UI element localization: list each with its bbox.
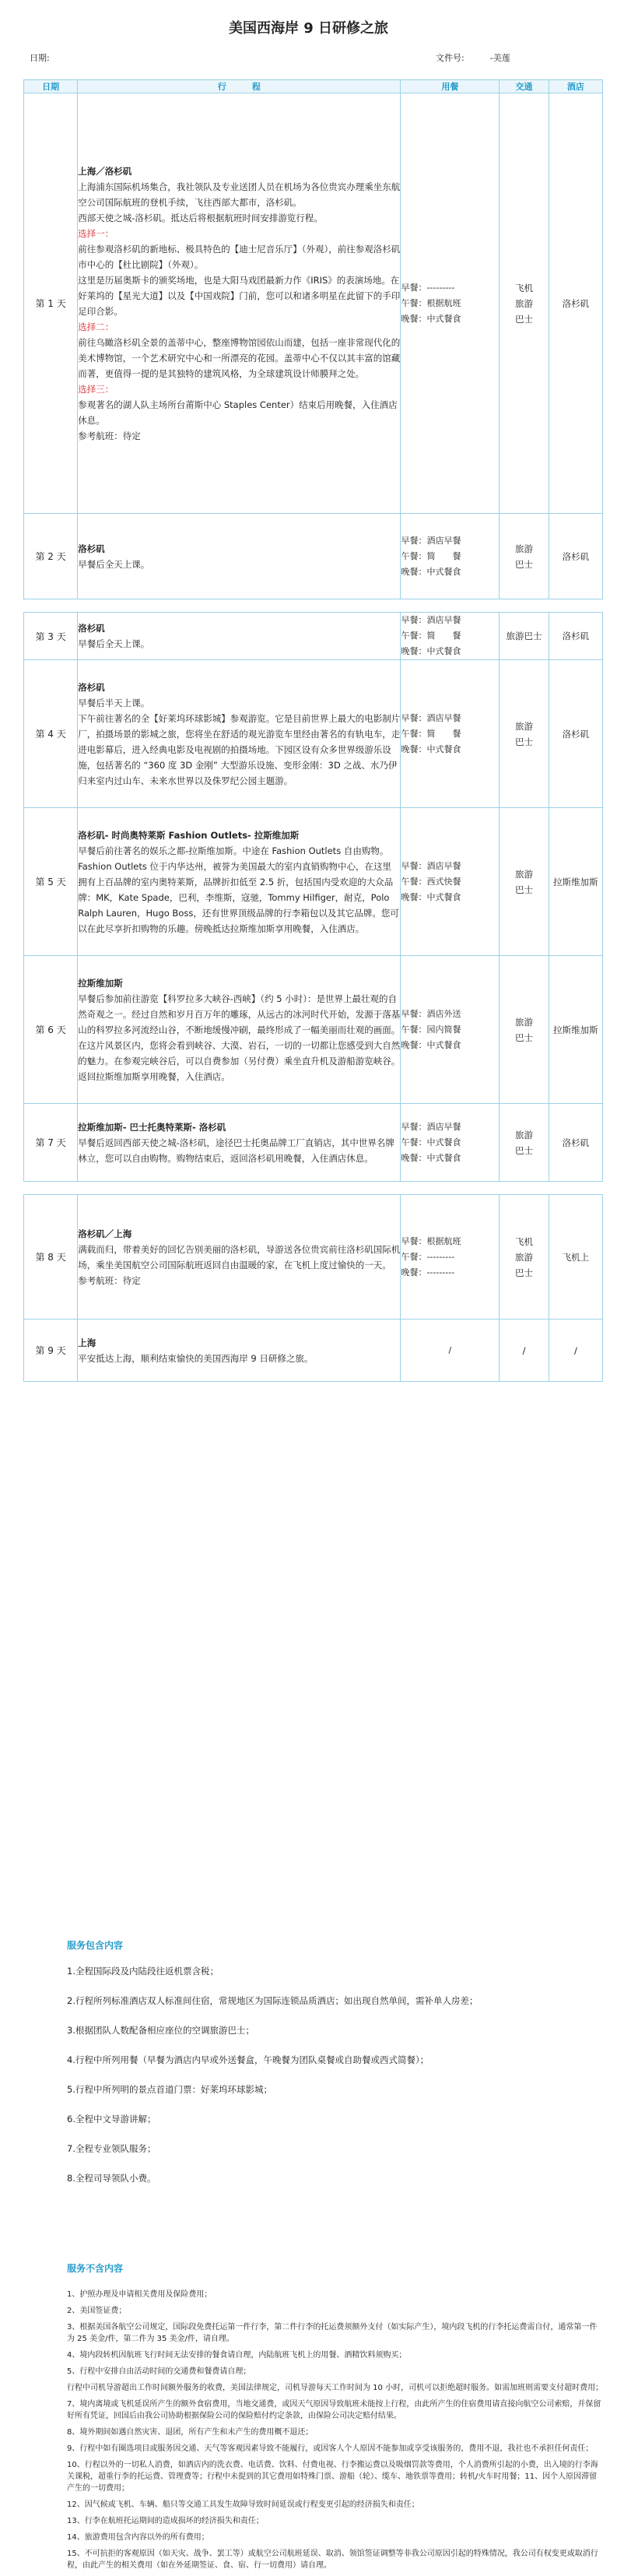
transport-cell [500, 93, 549, 514]
meal-line: 晚餐：中式餐食 [401, 1039, 461, 1050]
meal-line: 晚餐：中式餐食 [401, 646, 461, 656]
page-title: 美国西海岸 9 日研修之旅 [228, 20, 389, 37]
option-label: 选择一： [78, 227, 114, 239]
hotel-line: 洛杉矶 [562, 728, 590, 740]
hotel-cell [549, 1320, 602, 1382]
transport-line: 旅游 [515, 543, 534, 554]
hotel-cell [549, 1104, 602, 1182]
itinerary-row [24, 808, 603, 956]
day-heading: 拉斯维加斯- 巴士托奥特莱斯- 洛杉矶 [78, 1121, 226, 1133]
itinerary-table [23, 79, 603, 1382]
meals-cell [401, 660, 500, 808]
meal-line: 早餐：--------- [401, 282, 455, 293]
hotel-cell [549, 808, 602, 956]
meals-cell [401, 956, 500, 1104]
meals-cell [401, 808, 500, 956]
transport-line: 飞机 [515, 1235, 534, 1247]
itinerary-row [24, 93, 603, 514]
col-hotel: 酒店 [549, 80, 602, 93]
included-item: 7.全程专业领队服务； [67, 2143, 156, 2154]
itinerary-text: 满载而归，带着美好的回忆告别美丽的洛杉矶，导游送各位贵宾前往洛杉矶国际机场，乘坐美国航空公司国际航班返回自由温暖的家，在飞机上度过愉快的一天。 [78, 1243, 401, 1270]
itinerary-row [24, 1104, 603, 1182]
itinerary-text: 早餐后全天上课。 [78, 558, 150, 570]
itinerary-text: 返回拉斯维加斯享用晚餐，入住酒店。 [78, 1070, 230, 1082]
meals-cell [401, 613, 500, 660]
meal-line: 午餐：西式快餐 [401, 876, 461, 887]
day-heading: 上海／洛杉矶 [78, 165, 132, 177]
transport-line: 巴士 [515, 1031, 534, 1043]
itinerary-content [78, 808, 401, 956]
excluded-item: 9、行程中如有圈选项目或服务因交通、天气等客观因素导致不能履行，或因客人个人原因不能参加或享受该服务的，费用不退，我社也不承担任何责任； [67, 2444, 594, 2453]
included-item: 3.根据团队人数配备相应座位的空调旅游巴士； [67, 2025, 254, 2036]
day-cell: 第 3 天 [24, 613, 78, 660]
col-date: 日期 [24, 80, 78, 93]
transport-line: / [522, 1344, 526, 1356]
transport-line: 旅游 [515, 1016, 534, 1028]
option-label: 选择三： [78, 383, 114, 395]
hotel-line: 洛杉矶 [562, 550, 590, 562]
excluded-title: 服务不含内容 [67, 2263, 124, 2274]
day-heading: 洛杉矶- 时尚奥特莱斯 Fashion Outlets- 拉斯维加斯 [78, 829, 300, 841]
itinerary-content [78, 1104, 401, 1182]
excluded-item: 1、护照办理及申请相关费用及保险费用； [67, 2290, 212, 2299]
transport-cell [500, 808, 549, 956]
excluded-item: 12、因气候或飞机、车辆、船只等交通工具发生故障导致时间延误或行程变更引起的经济损失和责任； [67, 2500, 419, 2509]
itinerary-text: 前往参观洛杉矶的新地标、极具特色的【迪士尼音乐厅】（外观），前往参观洛杉矶市中心的【杜比剧院】（外观）。 [78, 243, 401, 270]
day-heading: 洛杉矶 [78, 681, 105, 693]
itinerary-text: 早餐后半天上课。 [78, 697, 150, 708]
meal-line: 晚餐：--------- [401, 1267, 455, 1277]
meal-line: 午餐：园内简餐 [401, 1024, 461, 1035]
excluded-item: 4、境内段转机因航班飞行时间无法安排的餐食请自理，内陆航班飞机上的用餐、酒精饮料须购买； [67, 2351, 407, 2360]
hotel-line: 洛杉矶 [562, 297, 590, 309]
row-gap [24, 1182, 603, 1195]
meals-cell [401, 1320, 500, 1382]
itinerary-row [24, 660, 603, 808]
gap-cell [24, 599, 603, 613]
meal-line: / [448, 1344, 452, 1355]
excluded-item: 5、行程中安排自由活动时间的交通费和餐费请自理； [67, 2367, 251, 2376]
meta-row [0, 48, 617, 65]
day-heading: 上海 [78, 1337, 96, 1348]
meal-line: 午餐：简 餐 [401, 550, 461, 561]
transport-cell [500, 613, 549, 660]
hotel-cell [549, 93, 602, 514]
excluded-item: 7、境内离境或飞机延误所产生的额外食宿费用，当地交通费，或因天气原因导致航班未能按上行程，由此所产生的住宿费用请直接向航空公司索赔，并保留好所有凭证，回国后由我公司协助根据保险公司的保险赔付约定条款，由保险公司决定赔付结果。 [67, 2400, 601, 2420]
day-cell: 第 4 天 [24, 660, 78, 808]
itinerary-row [24, 956, 603, 1104]
excluded-item: 3、根据美国各航空公司规定，国际段免费托运第一件行李，第二件行李的托运费须额外支付（如实际产生），境内段飞机的行李托运费需自付，通常第一件为 25 美金/件，第二件为 35 美金/件，请自理。 [67, 2323, 598, 2343]
meal-line: 早餐：酒店早餐 [401, 615, 461, 625]
flight-note: 参考航班：待定 [78, 430, 141, 441]
itinerary-text: 参观著名的湖人队主场所台莆斯中心 Staples Center）结束后用晚餐，入住酒店休息。 [78, 399, 398, 426]
day-cell: 第 7 天 [24, 1104, 78, 1182]
day-heading: 洛杉矶 [78, 543, 105, 554]
itinerary-content [78, 93, 401, 514]
included-item: 2.行程所列标准酒店双人标准间住宿，常规地区为国际连锁品质酒店；如出现自然单间，需补单人房差； [67, 1995, 479, 2006]
meals-cell [401, 1104, 500, 1182]
included-item: 1.全程国际段及内陆段往返机票含税； [67, 1966, 219, 1977]
transport-cell [500, 1104, 549, 1182]
hotel-cell [549, 660, 602, 808]
itinerary-row [24, 1195, 603, 1320]
itinerary-text: 早餐后返回西部天使之城-洛杉矶，途径巴士托奥品牌工厂直销店，其中世界名牌林立，您可以自由购物。购物结束后，返回洛杉矶用晚餐，入住酒店休息。 [78, 1137, 394, 1164]
meals-cell [401, 1195, 500, 1320]
meals-cell [401, 93, 500, 514]
transport-line: 巴士 [515, 1144, 534, 1156]
transport-line: 巴士 [515, 558, 534, 570]
meal-line: 午餐：中式餐食 [401, 1137, 461, 1147]
meal-line: 晚餐：中式餐食 [401, 891, 461, 902]
meal-line: 晚餐：中式餐食 [401, 566, 461, 577]
meal-line: 午餐：简 餐 [401, 631, 461, 641]
transport-line: 旅游 [515, 720, 534, 732]
col-itinerary: 行 程 [78, 80, 401, 93]
excluded-list [67, 2289, 604, 2576]
itinerary-text: 早餐后参加前往游览【科罗拉多大峡谷-西峡】（约 5 小时）：是世界上最壮观的自然奇观之一。经过自然和岁月百万年的雕琢，从远古的冰河时代开始，发源于落基山的科罗拉多河流经山谷，不断地缓慢冲刷，最终形成了一幅美丽而壮观的画面。在这片风景区内，您将会看到峡谷、大漠、岩石，一切的一切都让您感受到大自然的魅力。在参观完峡谷后，可以自费参加（另付费）乘坐直升机及游船游览峡谷。 [78, 993, 401, 1067]
excluded-item: 10、行程以外的一切私人消费，如酒店内的洗衣费、电话费、饮料、付费电视、行李搬运费以及吸烟罚款等费用，个人消费所引起的小费，出入境的行李海关课税，超重行李的托运费、管理费等；行程中未提到的其它费用如特殊门票、游船（轮）、缆车、地铁票等费用；转机/火车时用餐；11、因个人原因滞留产生的一切费用； [67, 2461, 598, 2493]
meal-line: 午餐：--------- [401, 1251, 455, 1262]
day-cell: 第 1 天 [24, 93, 78, 514]
col-transport: 交通 [500, 80, 549, 93]
included-item: 8.全程司导领队小费。 [67, 2173, 156, 2184]
hotel-line: 飞机上 [562, 1251, 590, 1263]
day-cell: 第 2 天 [24, 514, 78, 599]
docno-value: -美莲 [489, 53, 510, 63]
included-item: 4.行程中所列用餐（早餐为酒店内早或外送餐盒，午晚餐为团队桌餐或自助餐或西式简餐）； [67, 2054, 429, 2065]
meal-line: 早餐：酒店早餐 [401, 712, 461, 723]
excluded-item: 13、行李在航班托运期间的造成损坏的经济损失和责任； [67, 2517, 264, 2525]
itinerary-content [78, 514, 401, 599]
excluded-item: 14、旅游费用包含内容以外的所有费用； [67, 2533, 209, 2542]
transport-line: 旅游巴士 [506, 631, 542, 641]
meal-line: 早餐：酒店早餐 [401, 860, 461, 871]
meal-line: 早餐：根据航班 [401, 1235, 461, 1246]
row-gap [24, 599, 603, 613]
transport-line: 巴士 [515, 736, 534, 747]
excluded-item: 8、境外期间如遇自然灾害、退团，所有产生和未产生的费用概不退还； [67, 2428, 314, 2437]
itinerary-text: 上海浦东国际机场集合，我社领队及专业送团人员在机场为各位贵宾办理乘坐东航空公司国际航班的登机手续，飞往西部大都市，洛杉矶。 [78, 181, 401, 208]
transport-line: 旅游 [515, 297, 534, 309]
excluded-item: 行程中司机导游超出工作时间额外服务的收费，美国法律规定，司机导游每天工作时间为 10 小时，司机可以拒绝超时服务。如需加班则需要支付超时费用； [67, 2384, 604, 2392]
day-cell: 第 9 天 [24, 1320, 78, 1382]
itinerary-text: 平安抵达上海，顺利结束愉快的美国西海岸 9 日研修之旅。 [78, 1352, 314, 1364]
included-item: 6.全程中文导游讲解； [67, 2114, 156, 2124]
transport-line: 巴士 [515, 1267, 534, 1278]
meal-line: 午餐：根据航班 [401, 297, 461, 308]
date-label: 日期: [30, 53, 50, 63]
col-meals: 用餐 [401, 80, 500, 93]
itinerary-text: 下午前往著名的全【好莱坞环球影城】参观游览。它是目前世界上最大的电影制片厂，拍摄场景的影城之旅，您将坐在舒适的观光游览车里经由著名的有轨电车，走进电影幕后，进入经典电影及电视剧的拍摄场地。下园区设有众多世界级游乐设施，包括著名的 “360 度 3D 金刚” 大型游乐设施、变形金刚：3D 之战、水乃伊归来室内过山车、未来水世界以及侏罗纪公园主题游。 [78, 712, 401, 786]
transport-cell [500, 1195, 549, 1320]
hotel-line: 洛杉矶 [562, 1137, 590, 1148]
transport-line: 巴士 [515, 884, 534, 895]
day-heading: 洛杉矶／上海 [78, 1228, 132, 1239]
itinerary-text: 早餐后前往著名的娱乐之都-拉斯维加斯。中途在 Fashion Outlets 自由购物。Fashion Outlets 位于内华达州，被誉为美国最大的室内直销购物中心，在这里拥有上百品牌的室内奥特莱斯，品牌折扣低至 2.5 折，包括国内受欢迎的大众品牌：MK，Kate Spade，巴利，李维斯，寇驰，Tommy Hilfiger，耐克，Polo Ralph Lauren，Hugo Boss，还有世界顶级品牌的行李箱包以及其它品牌。您可以在此尽享折扣购物的乐趣。傍晚抵达拉斯维加斯享用晚餐，入住酒店。 [78, 845, 399, 934]
itinerary-row [24, 1320, 603, 1382]
transport-line: 巴士 [515, 313, 534, 325]
hotel-line: 拉斯维加斯 [553, 1024, 598, 1035]
meal-line: 晚餐：中式餐食 [401, 313, 461, 324]
itinerary-text: 这里是历届奥斯卡的颁奖场地，也是大阳马戏团最新力作《IRIS》的表演场地。在好莱坞的【星光大道】以及【中国戏院】门前，您可以和诸多明星在此留下的手印足印合影。 [78, 274, 401, 317]
itinerary-header-row [24, 80, 603, 93]
day-cell: 第 6 天 [24, 956, 78, 1104]
hotel-cell [549, 514, 602, 599]
itinerary-text: 西部天使之城-洛杉矶。抵达后将根据航班时间安排游览行程。 [78, 212, 323, 223]
meal-line: 早餐：酒店早餐 [401, 1121, 461, 1132]
itinerary-text: 早餐后全天上课。 [78, 638, 150, 649]
hotel-cell [549, 613, 602, 660]
transport-line: 旅游 [515, 868, 534, 880]
included-item: 5.行程中所列明的景点首道门票：好莱坞环球影城； [67, 2084, 272, 2095]
itinerary-content [78, 956, 401, 1104]
hotel-cell [549, 956, 602, 1104]
hotel-line: / [573, 1344, 577, 1356]
meal-line: 晚餐：中式餐食 [401, 1152, 461, 1163]
day-heading: 洛杉矶 [78, 623, 105, 634]
day-cell: 第 5 天 [24, 808, 78, 956]
included-list [67, 1963, 604, 2200]
meals-cell [401, 514, 500, 599]
transport-cell [500, 660, 549, 808]
docno-label: 文件号: -美莲 [436, 53, 510, 63]
day-cell: 第 8 天 [24, 1195, 78, 1320]
itinerary-row [24, 613, 603, 660]
hotel-cell [549, 1195, 602, 1320]
transport-cell [500, 514, 549, 599]
included-title: 服务包含内容 [67, 1940, 124, 1951]
transport-cell [500, 956, 549, 1104]
option-label: 选择二： [78, 321, 114, 332]
itinerary-content [78, 1195, 401, 1320]
itinerary-content [78, 1320, 401, 1382]
meal-line: 晚餐：中式餐食 [401, 743, 461, 754]
day-heading: 拉斯维加斯 [78, 977, 123, 989]
itinerary-row [24, 514, 603, 599]
meal-line: 早餐：酒店早餐 [401, 535, 461, 546]
excluded-item: 15、不可抗拒的客观原因（如天灾、战争、罢工等）或航空公司航班延误、取消、领馆签证调整等非我公司原因引起的特殊情况，我公司有权变更或取消行程，由此产生的相关费用（如在外延期签证、食、宿、行一切费用）请自理。 [67, 2550, 598, 2570]
meal-line: 早餐：酒店外送 [401, 1008, 461, 1019]
itinerary-content [78, 613, 401, 660]
transport-cell [500, 1320, 549, 1382]
meal-line: 午餐：简 餐 [401, 728, 461, 739]
transport-line: 飞机 [515, 282, 534, 293]
itinerary-text: 前往乌瞰洛杉矶全景的盖蒂中心，整座博物馆园依山而建，包括一座非常现代化的美术博物馆，一个艺术研究中心和一所漂亮的花园。盖蒂中心不仅以其丰富的馆藏而著，更值得一提的是其独特的建筑风格，为全球建筑设计师膜拜之处。 [78, 336, 401, 379]
itinerary-content [78, 660, 401, 808]
hotel-line: 洛杉矶 [562, 631, 590, 641]
flight-note: 参考航班：待定 [78, 1274, 141, 1286]
hotel-line: 拉斯维加斯 [553, 876, 598, 887]
transport-line: 旅游 [515, 1129, 534, 1140]
gap-cell [24, 1182, 603, 1195]
excluded-item: 2、美国签证费； [67, 2307, 127, 2315]
transport-line: 旅游 [515, 1251, 534, 1263]
